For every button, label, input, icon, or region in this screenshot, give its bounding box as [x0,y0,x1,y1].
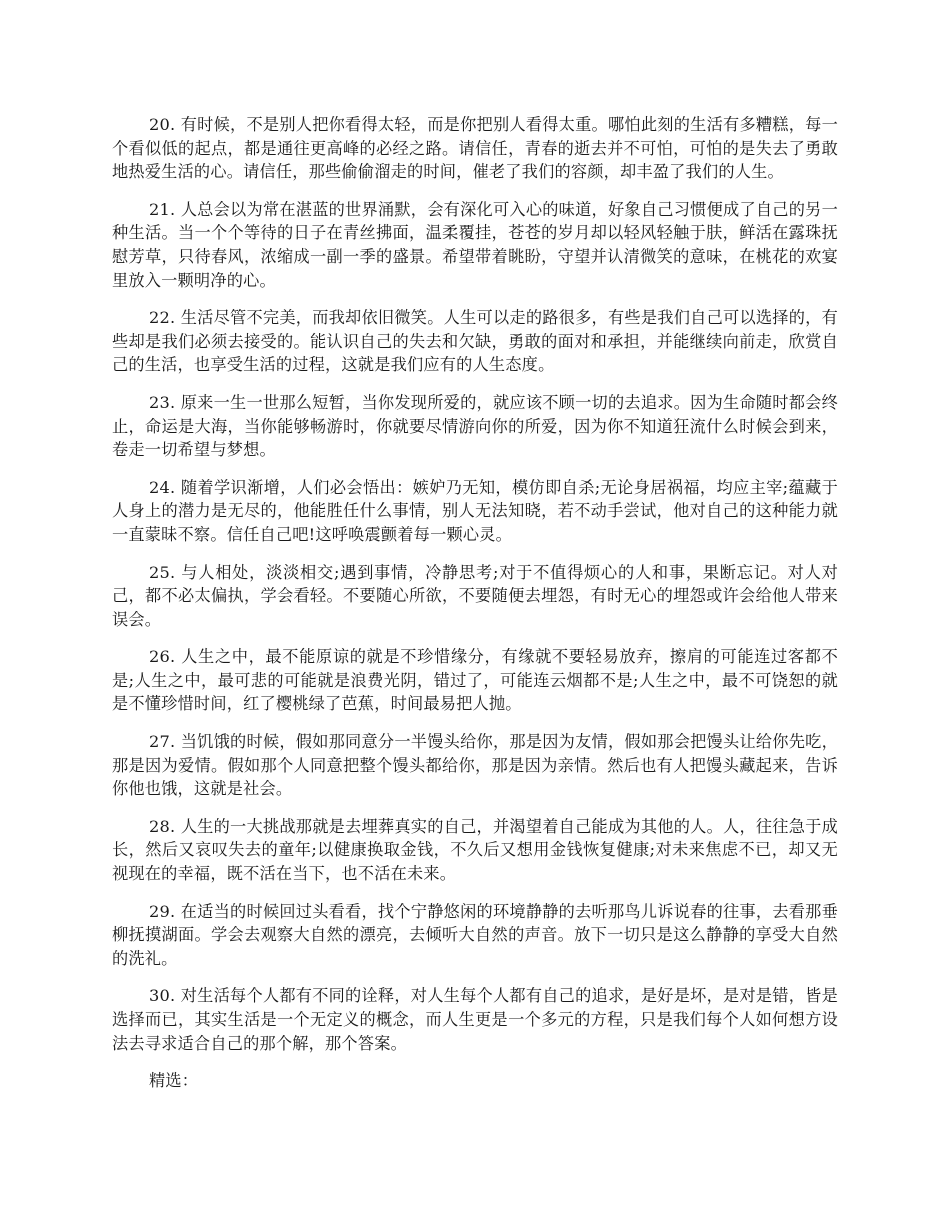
paragraph-20: 20. 有时候，不是别人把你看得太轻，而是你把别人看得太重。哪怕此刻的生活有多糟糕，每一个看似低的起点，都是通往更高峰的必经之路。请信任，青春的逝去并不可怕，可怕的是失去了勇敢地热爱生活的心。请信任，那些偷偷溜走的时间，催老了我们的容颜，却丰盈了我们的人生。 [112,115,838,182]
paragraph-21: 21. 人总会以为常在湛蓝的世界涌默，会有深化可入心的味道，好象自己习惯便成了自己的另一种生活。当一个个等待的日子在青丝拂面，温柔覆挂，苍苍的岁月却以轻风轻触于肤，鲜活在露珠抚慰芳草，只待春风，浓缩成一副一季的盛景。希望带着眺盼，守望并认清微笑的意味，在桃花的欢宴里放入一颗明净的心。 [112,199,838,290]
paragraph-23: 23. 原来一生一世那么短暂，当你发现所爱的，就应该不顾一切的去追求。因为生命随时都会终止，命运是大海，当你能够畅游时，你就要尽情游向你的所爱，因为你不知道狂流什么时候会到来，卷走一切希望与梦想。 [112,392,838,460]
paragraph-26: 26. 人生之中，最不能原谅的就是不珍惜缘分，有缘就不要轻易放弃，擦肩的可能连过客都不是;人生之中，最可悲的可能就是浪费光阴，错过了，可能连云烟都不是;人生之中，最不可饶恕的就是不懂珍惜时间，红了樱桃绿了芭蕉，时间最易把人抛。 [112,647,838,714]
paragraph-30: 30. 对生活每个人都有不同的诠释，对人生每个人都有自己的追求，是好是坏，是对是错，皆是选择而已，其实生活是一个无定义的概念，而人生更是一个多元的方程，只是我们每个人如何想方设法去寻求适合自己的那个解，那个答案。 [112,986,838,1053]
paragraph-25: 25. 与人相处，淡淡相交;遇到事情，冷静思考;对于不值得烦心的人和事，果断忘记。对人对己，都不必太偏执，学会看轻。不要随心所欲，不要随便去埋怨，有时无心的埋怨或许会给他人带来误会。 [112,562,838,629]
selected-heading: 精选： [149,1071,199,1091]
paragraph-27: 27. 当饥饿的时候，假如那同意分一半馒头给你，那是因为友情，假如那会把馒头让给你先吃，那是因为爱情。假如那个人同意把整个馒头都给你，那是因为亲情。然后也有人把馒头藏起来，告诉你他也饿，这就是社会。 [112,732,838,799]
document-body [112,113,838,1093]
paragraph-22: 22. 生活尽管不完美，而我却依旧微笑。人生可以走的路很多，有些是我们自己可以选择的，有些却是我们必须去接受的。能认识自己的失去和欠缺，勇敢的面对和承担，并能继续向前走，欣赏自己的生活，也享受生活的过程，这就是我们应有的人生态度。 [112,308,838,375]
paragraph-28: 28. 人生的一大挑战那就是去埋葬真实的自己，并渴望着自己能成为其他的人。人，往往急于成长，然后又哀叹失去的童年;以健康换取金钱，不久后又想用金钱恢复健康;对未来焦虑不已，却又无视现在的幸福，既不活在当下，也不活在未来。 [112,816,838,884]
paragraph-29: 29. 在适当的时候回过头看看，找个宁静悠闲的环境静静的去听那鸟儿诉说春的往事，去看那垂柳抚摸湖面。学会去观察大自然的漂亮，去倾听大自然的声音。放下一切只是这么静静的享受大自然的洗礼。 [112,901,838,968]
paragraph-24: 24. 随着学识渐增，人们必会悟出：嫉妒乃无知，模仿即自杀;无论身居祸福，均应主宰;蕴藏于人身上的潜力是无尽的，他能胜任什么事情，别人无法知晓，若不动手尝试，他对自己的这种能力就一直蒙昧不察。信任自己吧!这呼唤震颤着每一颗心灵。 [112,477,838,544]
